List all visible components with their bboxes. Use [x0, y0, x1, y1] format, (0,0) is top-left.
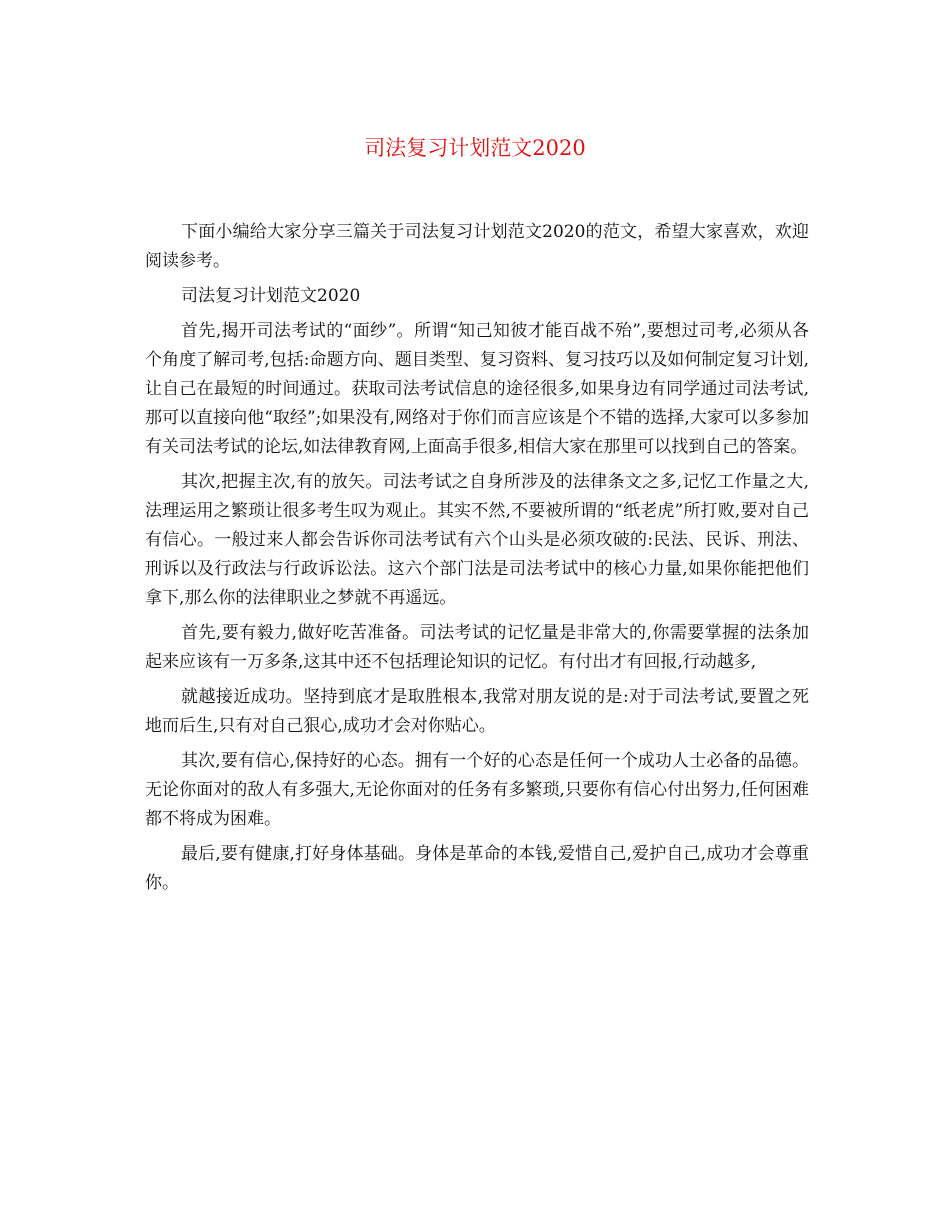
document-body: [145, 218, 809, 904]
paragraph-subtitle: 司法复习计划范文2020: [181, 286, 361, 306]
paragraph-1: 首先,揭开司法考试的“面纱”。所谓“知己知彼才能百战不殆”,要想过司考,必须从各个角度了解司考,包括:命题方向、题目类型、复习资料、复习技巧以及如何制定复习计划,让自己在最短的时间通过。获取司法考试信息的途径很多,如果身边有同学通过司法考试,那可以直接向他“取经”;如果没有,网络对于你们而言应该是个不错的选择,大家可以多参加有关司法考试的论坛,如法律教育网,上面高手很多,相信大家在那里可以找到自己的答案。: [145, 321, 809, 457]
document-title: 司法复习计划范文2020: [364, 136, 586, 160]
paragraph-4: 就越接近成功。坚持到底才是取胜根本,我常对朋友说的是:对于司法考试,要置之死地而后生,只有对自己狠心,成功才会对你贴心。: [145, 687, 809, 736]
paragraph-2: 其次,把握主次,有的放矢。司法考试之自身所涉及的法律条文之多,记忆工作量之大,法理运用之繁琐让很多考生叹为观止。其实不然,不要被所谓的“纸老虎”所打败,要对自己有信心。一般过来人都会告诉你司法考试有六个山头是必须攻破的:民法、民诉、刑法、刑诉以及行政法与行政诉讼法。这六个部门法是司法考试中的核心力量,如果你能把他们拿下,那么你的法律职业之梦就不再遥远。: [145, 472, 809, 608]
paragraph-3: 首先,要有毅力,做好吃苦准备。司法考试的记忆量是非常大的,你需要掌握的法条加起来应该有一万多条,这其中还不包括理论知识的记忆。有付出才有回报,行动越多,: [145, 623, 809, 672]
paragraph-5: 其次,要有信心,保持好的心态。拥有一个好的心态是任何一个成功人士必备的品德。无论你面对的敌人有多强大,无论你面对的任务有多繁琐,只要你有信心付出努力,任何困难都不将成为困难。: [145, 751, 809, 829]
paragraph-6: 最后,要有健康,打好身体基础。身体是革命的本钱,爱惜自己,爱护自己,成功才会尊重你。: [145, 844, 809, 893]
paragraph-intro: 下面小编给大家分享三篇关于司法复习计划范文2020的范文，希望大家喜欢，欢迎阅读参考。: [145, 222, 809, 271]
